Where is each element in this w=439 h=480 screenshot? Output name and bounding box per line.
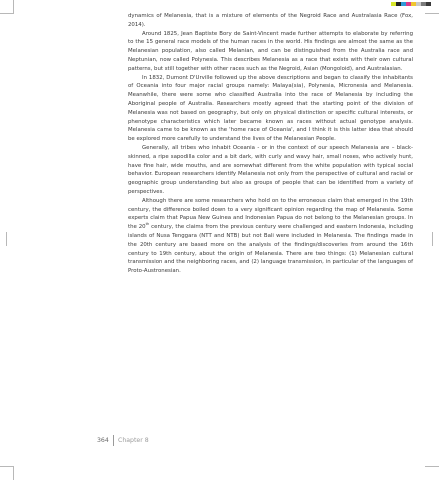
print-color-bar <box>391 2 431 6</box>
page-number: 364 <box>97 437 109 444</box>
crop-mark-mid-left <box>6 232 7 246</box>
crop-mark-top-right-h <box>425 13 439 14</box>
paragraph-text: century, the claims from the previous century were challenged and eastern Indonesia, including islands of Nusa Tenggara (NTT and NTB) but not Bali were included in Melanesia. The findings made in the 20th century are based more on the analysis of the findings/discoveries from around the 16th century to 19th century, about the origin of Melanesia. There are two things: (1) Melanesian cultural transmission and the neighboring races, and (2) language transmission, in particular of the languages of Proto-Austronesian. <box>128 224 413 275</box>
color-swatch <box>426 2 431 6</box>
crop-mark-top-left-v <box>13 0 14 14</box>
crop-mark-mid-right <box>432 232 433 246</box>
paragraph-text: Around 1825, Jean Baptiste Bory de Saint-Vincent made further attempts to elaborate by referring to the 15 general race models of the human races in the world. His findings are almost the same as the Melanesian population, also called Melanian, and can be distinguished from the Australia race and Neptunian, now called Polynesia. This describes Melanesia as a race that exists with their own cultural patterns, but still together with other races such as the Negroid, Asian (Mongoloid), and Australasian. <box>128 30 413 72</box>
paragraph <box>128 144 413 197</box>
body-text <box>128 12 413 276</box>
paragraph-text: Generally, all tribes who inhabit Oceania - or in the context of our speech Melanesia are – black-skinned, a ripe sapodilla color and a bit dark, with curly and wavy hair, small noses, who actively hunt, have fine hair, wide mouths, and are somewhat different from the white population with typical social behavior. European researchers identify Melanesia not only from the perspective of cultural and racial or geographic group understanding but also as groups of people that can be identified from a variety of perspectives. <box>128 144 413 195</box>
crop-mark-top-left-h <box>0 13 14 14</box>
crop-mark-bottom-left-h <box>0 466 14 467</box>
paragraph <box>128 30 413 74</box>
paragraph <box>128 197 413 276</box>
page-footer <box>0 436 439 446</box>
crop-mark-bottom-left-v <box>13 466 14 480</box>
chapter-label: Chapter 8 <box>118 437 149 444</box>
paragraph-text: Although there are some researchers who hold on to the erroneous claim that emerged in the 19th century, the difference boiled down to a very significant opinion regarding the map of Melanesia. Some experts claim that Papua New Guinea and Indonesian Papua do not belong to the Melanesian groups. In the 20 <box>128 197 413 231</box>
paragraph-text: In 1832, Dumont D'Urville followed up the above descriptions and began to classify the inhabitants of Oceania into four major racial groups namely: Malaya(sia), Polynesia, Micronesia and Melanesia. Meanwhile, there were some who classified Australia into the race of Melanesia by including the Aboriginal people of Australia. Researchers mostly agreed that the starting point of the division of Melanesia was not based on geography, but only on physical distinction or specific cultural interests, or phenotype characteristics which later became known as races without actual genotype analysis. Melanesia came to be known as the 'home race of Oceania', and I think it is this latter idea that should be explored more carefully to understand the lives of the Melanesian People. <box>128 74 413 143</box>
superscript: th <box>145 222 150 227</box>
paragraph <box>128 74 413 144</box>
crop-mark-bottom-right-h <box>425 466 439 467</box>
footer-divider <box>113 435 114 446</box>
paragraph-text: dynamics of Melanesia, that is a mixture of elements of the Negroid Race and Australasia Race (Fox, 2014). <box>128 13 413 28</box>
paragraph <box>128 12 413 30</box>
